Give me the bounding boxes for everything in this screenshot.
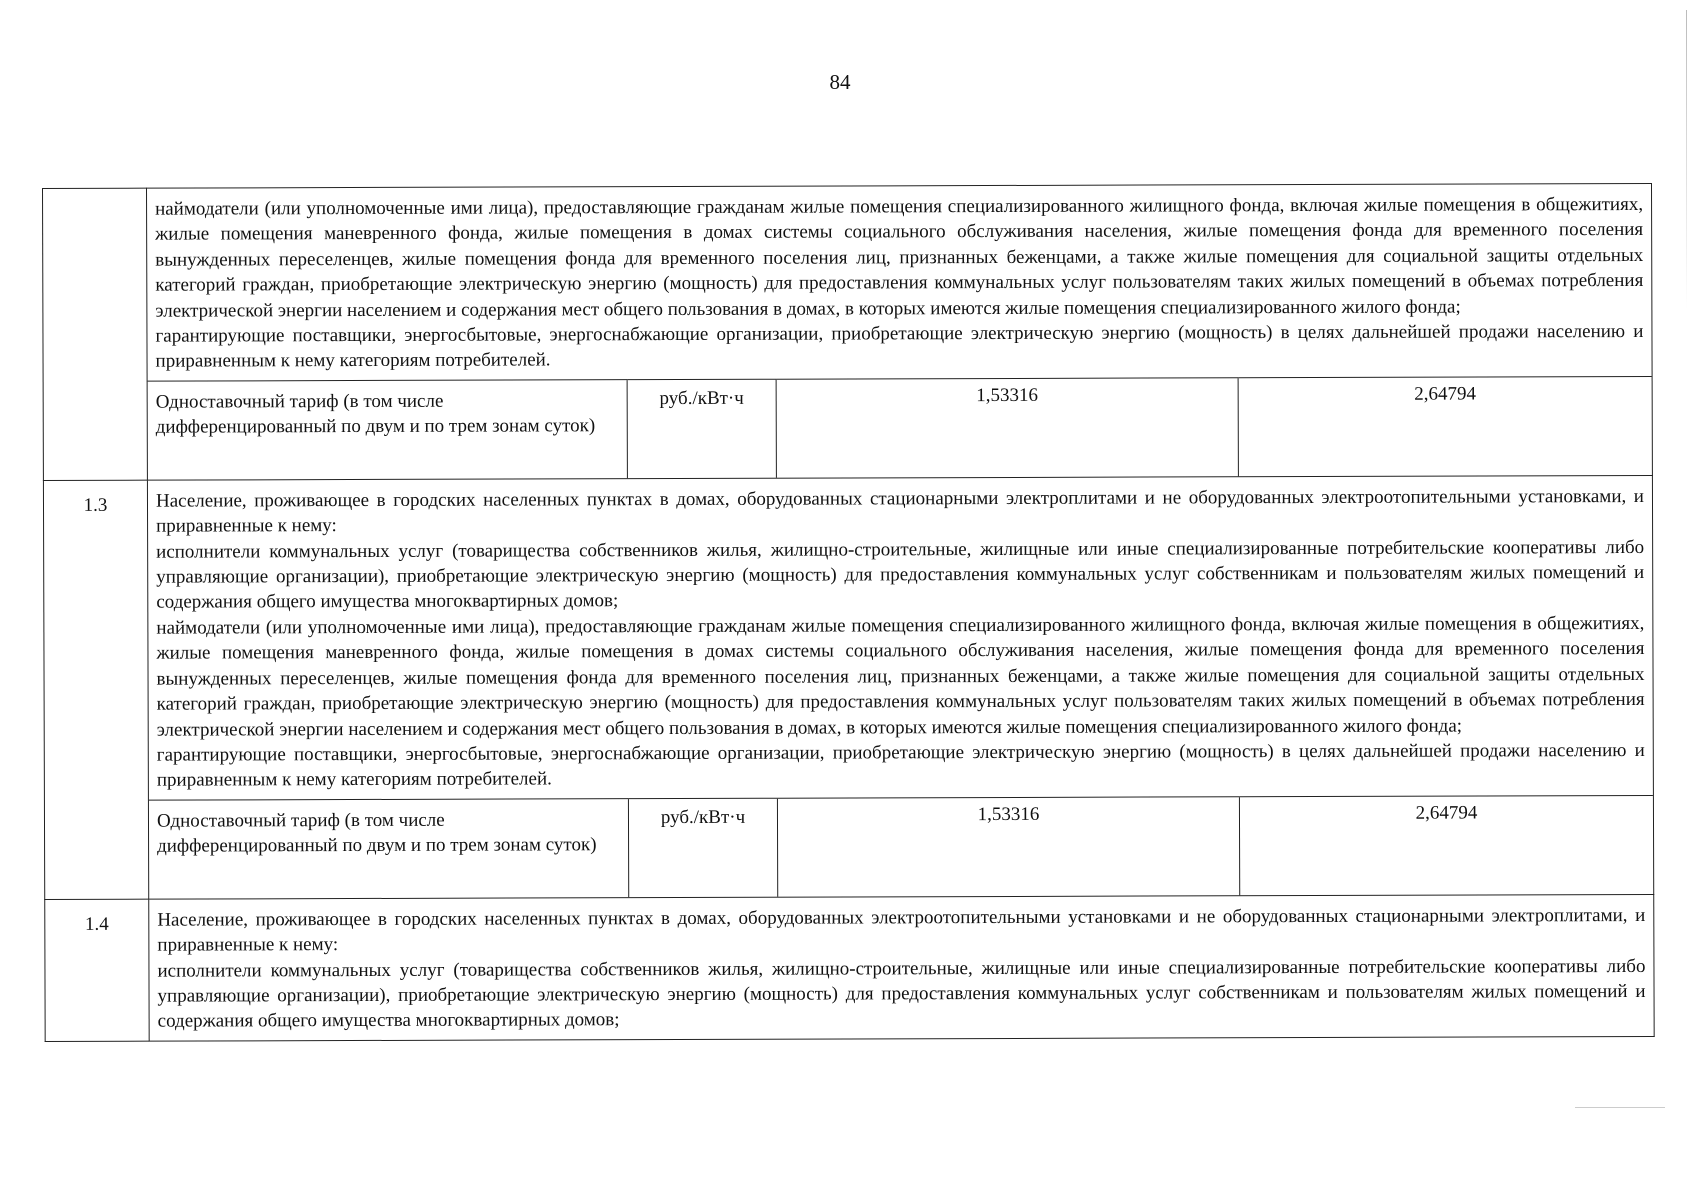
tariff-value-2: 2,64794: [1239, 795, 1653, 895]
row-content: [149, 894, 1654, 1041]
tariff-subtable: [148, 376, 1652, 480]
tariff-unit: руб./кВт·ч: [627, 379, 776, 478]
row-description: [147, 184, 1652, 381]
row-number: [43, 188, 148, 480]
paragraph: Население, проживающее в городских населенных пунктах в домах, оборудованных стационарными электроплитами и не оборудованных электроотопительными установками, и приравненные к нему:: [155, 485, 1645, 537]
scan-edge-artifact-bottom: [1575, 1107, 1665, 1108]
paragraph: наймодатели (или уполномоченные ими лица), предоставляющие гражданам жилые помещения специализированного жилищного фонда, включая жилые помещения в общежитиях, жилые помещения маневренного фонда, жилые помещения в домах системы социального обслуживания населения, жилые помещения фонда для временного поселения вынужденных переселенцев, жилые помещения фонда для временного поселения лиц, признанных беженцами, а также жилые помещения для социальной защиты отдельных категорий граждан, приобретающие электрическую энергию (мощность) для предоставления коммунальных услуг пользователям таких жилых помещений в объемах потребления электрической энергии населением и содержания мест общего пользования в домах, в которых имеются жилые помещения специализированного жилого фонда;: [155, 193, 1644, 322]
table-row: [45, 894, 1654, 1041]
tariff-row: [148, 376, 1652, 479]
row-number: 1.4: [45, 899, 149, 1041]
row-description: [149, 895, 1653, 1041]
page-number: 84: [829, 70, 851, 94]
paragraph: исполнители коммунальных услуг (товарищества собственников жилья, жилищно-строительные, жилищные или иные специализированные потребительские кооперативы либо управляющие организации), приобретающие электрическую энергию (мощность) для предоставления коммунальных услуг собственникам и пользователям жилых помещений и содержания общего имущества многоквартирных домов;: [156, 536, 1645, 614]
tariff-table: [42, 183, 1655, 1042]
scan-edge-artifact: [1686, 10, 1687, 310]
row-description: [148, 476, 1653, 800]
paragraph: гарантирующие поставщики, энергосбытовые, энергоснабжающие организации, приобретающие электрическую энергию (мощность) в целях дальнейшей продажи населению и приравненным к нему категориям потребителей.: [156, 739, 1645, 791]
row-content: [147, 475, 1653, 899]
table-row: [43, 183, 1653, 480]
tariff-unit: руб./кВт·ч: [628, 798, 777, 897]
paragraph: Население, проживающее в городских населенных пунктах в домах, оборудованных электроотопительными установками и не оборудованных стационарными электроплитами, и приравненные к нему:: [157, 904, 1646, 956]
row-number: 1.3: [43, 480, 148, 899]
tariff-row: [149, 795, 1653, 898]
tariff-name: Одноставочный тариф (в том числе дифференцированный по двум и по трем зонам суток): [149, 798, 629, 898]
paragraph: наймодатели (или уполномоченные ими лица), предоставляющие гражданам жилые помещения специализированного жилищного фонда, включая жилые помещения в общежитиях, жилые помещения маневренного фонда, жилые помещения в домах системы социального обслуживания населения, жилые помещения фонда для временного поселения вынужденных переселенцев, жилые помещения фонда для временного поселения лиц, признанных беженцами, а также жилые помещения для социальной защиты отдельных категорий граждан, приобретающие электрическую энергию (мощность) для предоставления коммунальных услуг пользователям таких жилых помещений в объемах потребления электрической энергии населением и содержания мест общего пользования в домах, в которых имеются жилые помещения специализированного жилого фонда;: [156, 612, 1645, 741]
tariff-value-2: 2,64794: [1238, 376, 1652, 476]
tariff-value-1: 1,53316: [776, 378, 1238, 478]
tariff-name: Одноставочный тариф (в том числе дифференцированный по двум и по трем зонам суток): [148, 380, 628, 480]
table-row: [43, 475, 1653, 899]
row-content: [147, 183, 1653, 480]
tariff-subtable: [149, 795, 1653, 899]
tariff-value-1: 1,53316: [777, 796, 1239, 896]
paragraph: исполнители коммунальных услуг (товарищества собственников жилья, жилищно-строительные, жилищные или иные специализированные потребительские кооперативы либо управляющие организации), приобретающие электрическую энергию (мощность) для предоставления коммунальных услуг собственникам и пользователям жилых помещений и содержания общего имущества многоквартирных домов;: [157, 955, 1646, 1032]
paragraph: гарантирующие поставщики, энергосбытовые, энергоснабжающие организации, приобретающие электрическую энергию (мощность) в целях дальнейшей продажи населению и приравненным к нему категориям потребителей.: [155, 321, 1644, 373]
